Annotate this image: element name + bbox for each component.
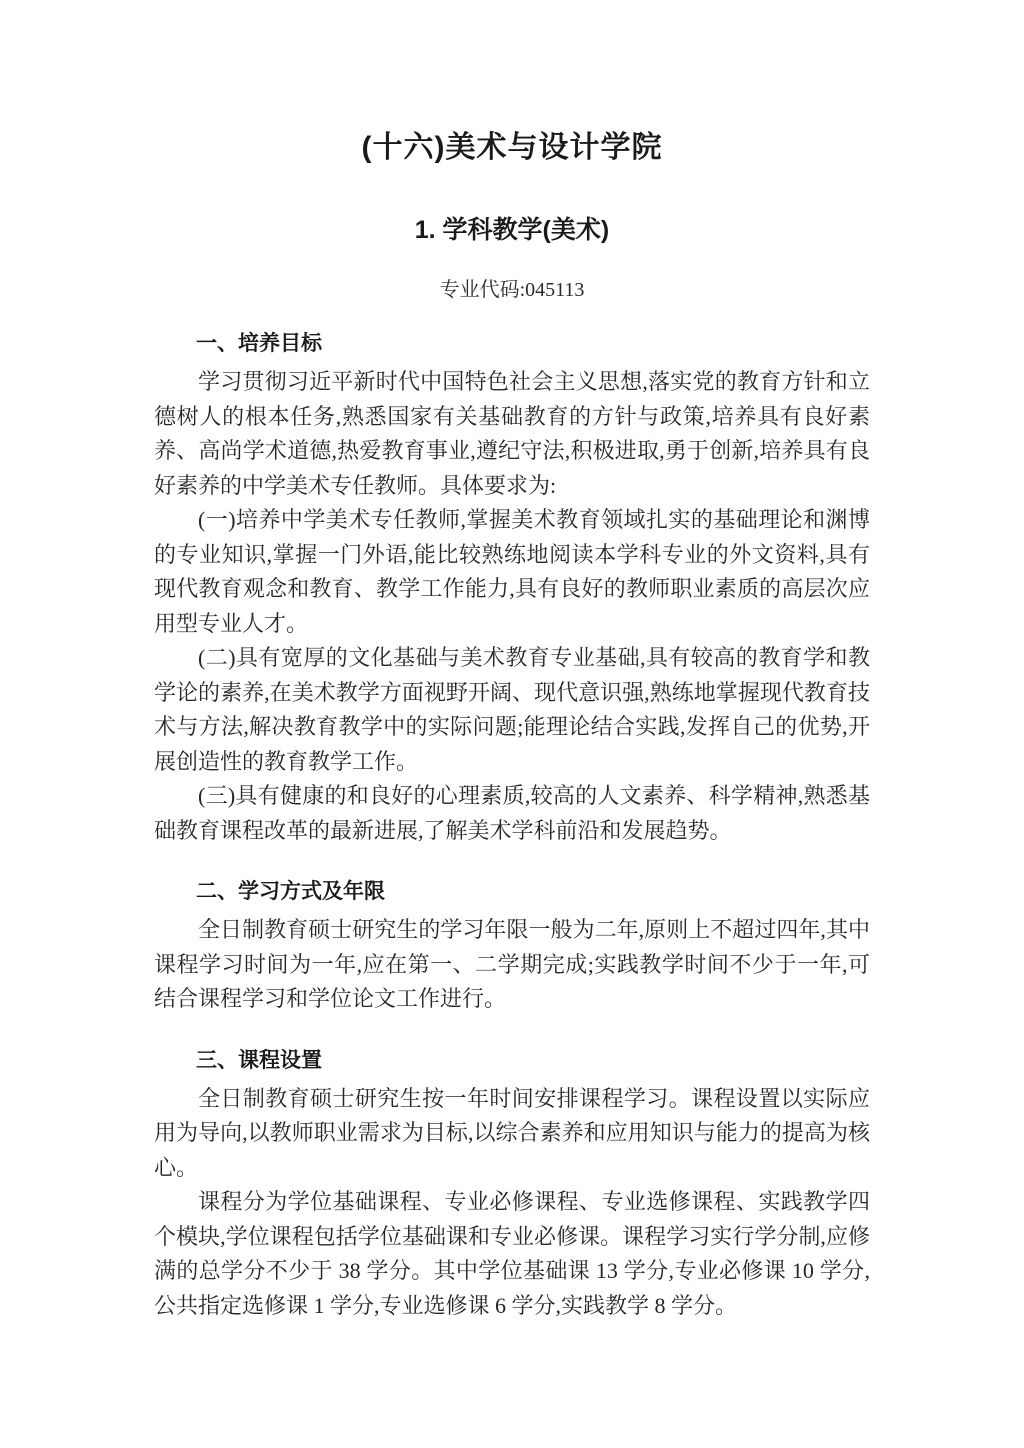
section-training-objectives [154, 330, 870, 848]
section-heading-3: 三、课程设置 [196, 1048, 322, 1072]
paragraph: 全日制教育硕士研究生按一年时间安排课程学习。课程设置以实际应用为导向,以教师职业需求为目标,以综合素养和应用知识与能力的提高为核心。 [154, 1085, 870, 1180]
paragraph: (三)具有健康的和良好的心理素质,较高的人文素养、科学精神,熟悉基础教育课程改革的最新进展,了解美术学科前沿和发展趋势。 [154, 783, 870, 843]
section-curriculum [154, 1047, 870, 1324]
section-heading-2: 二、学习方式及年限 [196, 880, 385, 903]
paragraph: (一)培养中学美术专任教师,掌握美术教育领域扎实的基础理论和渊博的专业知识,掌握一门外语,能比较熟练地阅读本学科专业的外文资料,具有现代教育观念和教育、教学工作能力,具有良好的教师职业素质的高层次应用型专业人才。 [154, 507, 870, 636]
document-content [154, 0, 870, 1323]
section-study-mode-duration [154, 878, 870, 1017]
paragraph: 全日制教育硕士研究生的学习年限一般为二年,原则上不超过四年,其中课程学习时间为一年,应在第一、二学期完成;实践教学时间不少于一年,可结合课程学习和学位论文工作进行。 [154, 917, 870, 1011]
paragraph: 学习贯彻习近平新时代中国特色社会主义思想,落实党的教育方针和立德树人的根本任务,熟悉国家有关基础教育的方针与政策,培养具有良好素养、高尚学术道德,热爱教育事业,遵纪守法,积极进取,勇于创新,培养具有良好素养的中学美术专任教师。具体要求为: [154, 369, 870, 498]
paragraph: 课程分为学位基础课程、专业必修课程、专业选修课程、实践教学四个模块,学位课程包括学位基础课和专业必修课。课程学习实行学分制,应修满的总学分不少于 38 学分。其中学位基础课 13 学分,专业必修课 10 学分,公共指定选修课 1 学分,专业选修课 6 学分,实践教学 8 学分。 [154, 1189, 870, 1318]
section-body-1 [154, 365, 870, 848]
section-body-3 [154, 1082, 870, 1324]
major-code: 专业代码:045113 [439, 279, 585, 301]
program-title: 1. 学科教学(美术) [414, 216, 610, 244]
section-body-2 [154, 913, 870, 1017]
paragraph: (二)具有宽厚的文化基础与美术教育专业基础,具有较高的教育学和教学论的素养,在美术教学方面视野开阔、现代意识强,熟练地掌握现代教育技术与方法,解决教育教学中的实际问题;能理论结合实践,发挥自己的优势,开展创造性的教育教学工作。 [154, 645, 870, 774]
section-heading-1: 一、培养目标 [196, 332, 322, 355]
page-title: (十六)美术与设计学院 [361, 131, 663, 164]
